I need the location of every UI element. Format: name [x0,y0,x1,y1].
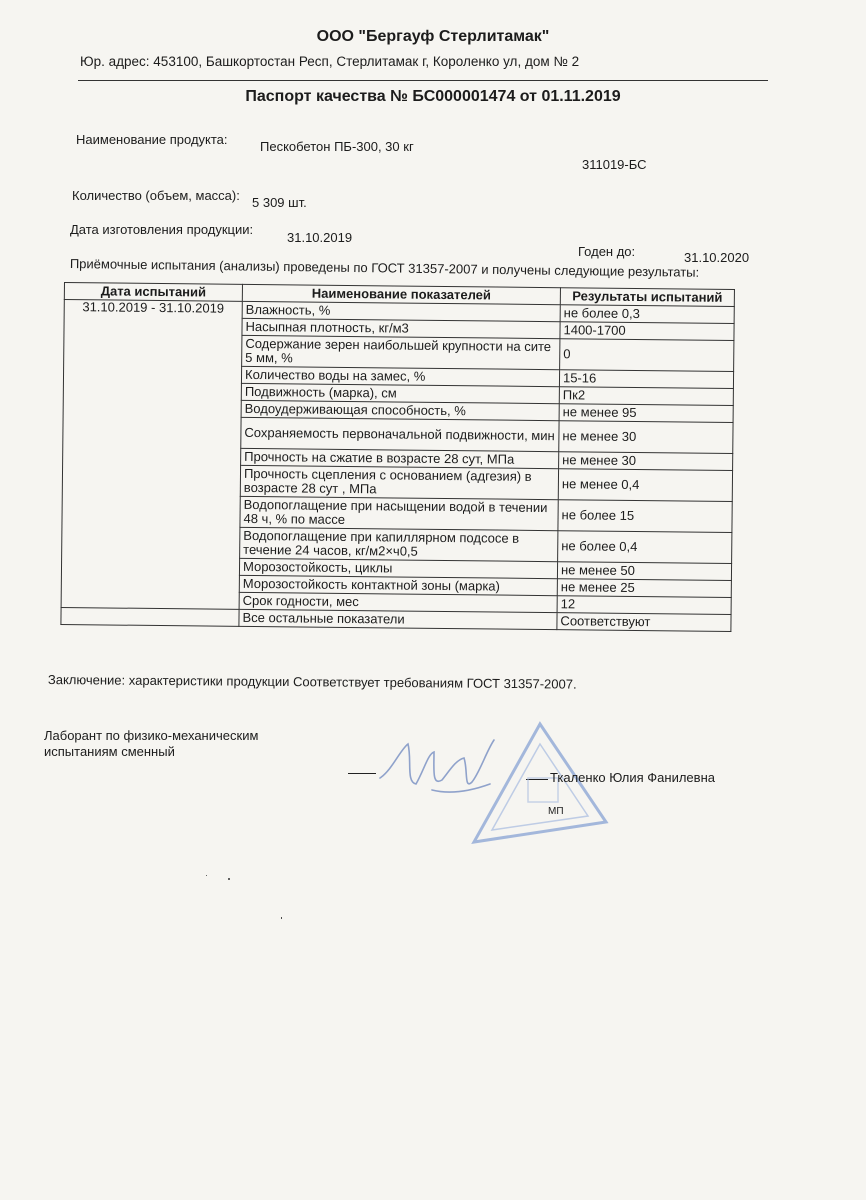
expiry-label: Годен до: [578,244,636,259]
expiry-value: 31.10.2020 [684,250,750,265]
result-cell: Соответствуют [557,613,731,632]
result-cell: 15-16 [559,370,733,389]
indicator-cell: Насыпная плотность, кг/м3 [242,318,560,338]
result-cell: не менее 0,4 [558,469,732,502]
indicator-cell: Водоудерживающая способность, % [241,400,559,420]
result-cell: не менее 50 [557,562,731,581]
indicator-cell: Все остальные показатели [239,609,557,629]
indicator-cell: Срок годности, мес [239,592,557,612]
quantity-value: 5 309 шт. [252,195,307,210]
result-cell: не более 15 [558,500,732,533]
result-cell: 12 [557,596,731,615]
manufacture-date-value: 31.10.2019 [287,230,353,245]
scan-speck [206,875,207,876]
indicator-cell: Прочность на сжатие в возрасте 28 сут, МПа [241,448,559,468]
result-cell: не менее 95 [559,404,733,423]
result-cell: Пк2 [559,387,733,406]
stamp-label: МП [548,806,564,817]
signer-name: Ткаленко Юлия Фанилевна [550,770,715,785]
product-name-label: Наименование продукта: [76,132,228,147]
result-cell: не менее 30 [559,421,733,454]
indicator-cell: Содержание зерен наибольшей крупности на сите 5 мм, % [242,335,560,369]
manufacture-date-label: Дата изготовления продукции: [70,222,254,237]
indicator-cell: Сохраняемость первоначальной подвижности, мин [241,417,559,451]
scan-speck [281,917,282,919]
scan-speck [228,878,230,880]
test-intro: Приёмочные испытания (анализы) проведены по ГОСТ 31357-2007 и получены следующие результаты: [69,256,700,280]
results-table [60,282,735,632]
result-cell: 0 [560,339,734,372]
result-cell: не менее 25 [557,579,731,598]
indicator-cell: Количество воды на замес, % [241,366,559,386]
conclusion-text: Заключение: характеристики продукции Соответствует требованиям ГОСТ 31357-2007. [47,672,577,692]
document-title: Паспорт качества № БС000001474 от 01.11.2019 [245,88,621,105]
handwritten-signature [372,730,502,810]
indicator-cell: Морозостойкость контактной зоны (марка) [239,575,557,595]
indicator-column-header: Наименование показателей [242,284,560,304]
result-cell: 1400-1700 [560,322,734,341]
indicator-cell: Водопоглащение при насыщении водой в течении 48 ч, % по массе [240,496,558,530]
company-address: Юр. адрес: 453100, Башкортостан Респ, Стерлитамак г, Короленко ул, дом № 2 [80,54,580,69]
indicator-cell: Морозостойкость, циклы [239,558,557,578]
result-column-header: Результаты испытаний [560,288,734,307]
signer-role-line2: испытаниям сменный [44,744,175,759]
batch-number: 311019-БС [582,157,647,172]
empty-date-cell [61,607,239,626]
date-column-header: Дата испытаний [64,283,242,302]
quantity-label: Количество (объем, масса): [72,188,240,203]
company-name: ООО "Бергауф Стерлитамак" [316,28,550,45]
signer-role-line1: Лаборант по физико-механическим [44,728,259,743]
indicator-cell: Влажность, % [242,301,560,321]
header-divider [78,80,768,81]
result-cell: не менее 30 [559,452,733,471]
result-cell: не более 0,3 [560,305,734,324]
indicator-cell: Подвижность (марка), см [241,383,559,403]
indicator-cell: Прочность сцепления с основанием (адгезия) в возрасте 28 сут , МПа [240,465,558,499]
product-name-value: Пескобетон ПБ-300, 30 кг [260,139,414,154]
test-date-cell: 31.10.2019 - 31.10.2019 [61,300,242,610]
indicator-cell: Водопоглащение при капиллярном подсосе в течение 24 часов, кг/м2×ч0,5 [240,527,558,561]
result-cell: не более 0,4 [558,531,732,564]
